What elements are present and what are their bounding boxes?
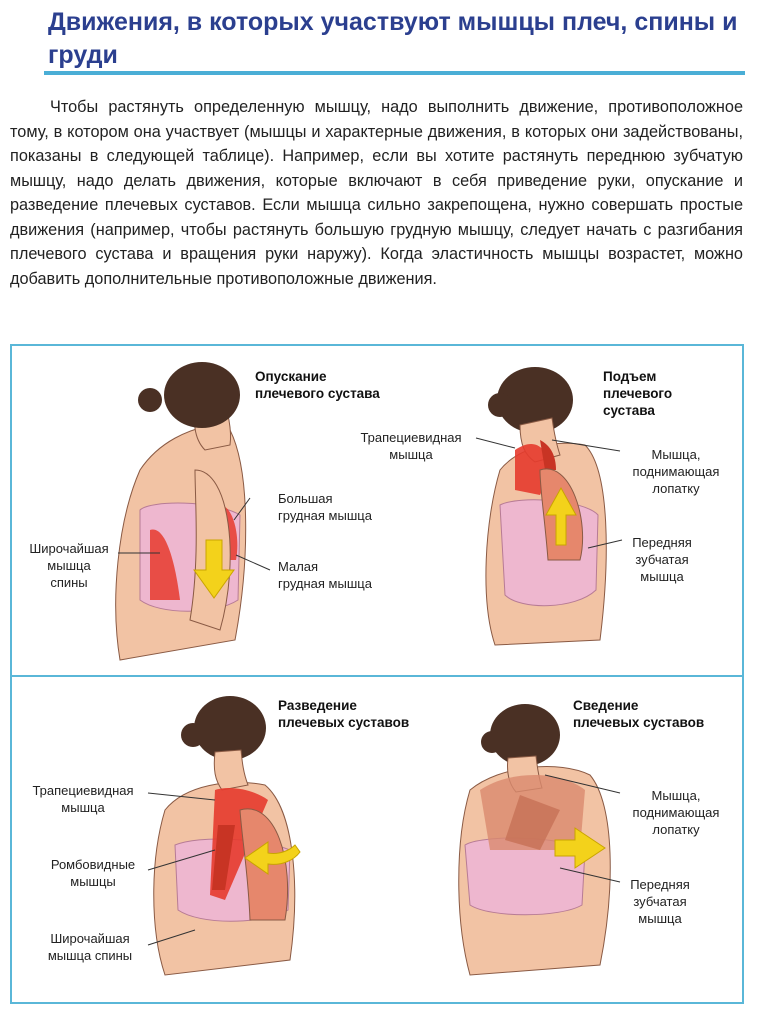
figure-elevation (476, 367, 622, 645)
heading-depression: Опускание плечевого сустава (255, 369, 380, 401)
label-trapezius-2: Трапециевидная мышца (32, 783, 134, 815)
label-pectoralis-major: Большая грудная мышца (278, 491, 372, 523)
figure-depression (116, 362, 270, 660)
heading-elevation: Подъем плечевого сустава (603, 369, 673, 418)
intro-paragraph: Чтобы растянуть определенную мышцу, надо выполнить движение, противоположное тому, в котором она участвует (мышцы и характерные движения, в которых они задействованы, показаны в следующей таблице). Например, если вы хотите растянуть переднюю зубчатую мышцу, надо делать движения, которые включают в себя приведение руки, опускание и разведение плечевых суставов. Если мышца сильно закрепощена, нужно совершать простые движения (например, чтобы растянуть большую грудную мышцу, следует начать с разгибания плечевого сустава и вращения руки наружу). Когда эластичность мышцы возрастет, можно добавить дополнительные противоположные движения. (10, 98, 743, 288)
label-latissimus: Широчайшая мышца спины (29, 541, 109, 590)
figure-abduction (148, 696, 300, 975)
figure-adduction (459, 704, 620, 975)
heading-adduction: Сведение плечевых суставов (573, 698, 705, 730)
label-levator-scapulae-2: Мышца, поднимающая лопатку (632, 788, 720, 837)
label-serratus-anterior: Передняя зубчатая мышца (632, 535, 692, 584)
label-latissimus-2: Широчайшая мышца спины (47, 931, 133, 963)
label-rhomboids: Ромбовидные мышцы (50, 857, 136, 889)
label-levator-scapulae: Мышца, поднимающая лопатку (632, 447, 720, 496)
label-serratus-anterior-2: Передняя зубчатая мышца (630, 877, 690, 926)
heading-abduction: Разведение плечевых суставов (278, 698, 410, 730)
label-pectoralis-minor: Малая грудная мышца (278, 559, 372, 591)
label-trapezius: Трапециевидная мышца (360, 430, 462, 462)
page-title: Движения, в которых участвуют мышцы плеч, спины и груди (48, 8, 738, 69)
